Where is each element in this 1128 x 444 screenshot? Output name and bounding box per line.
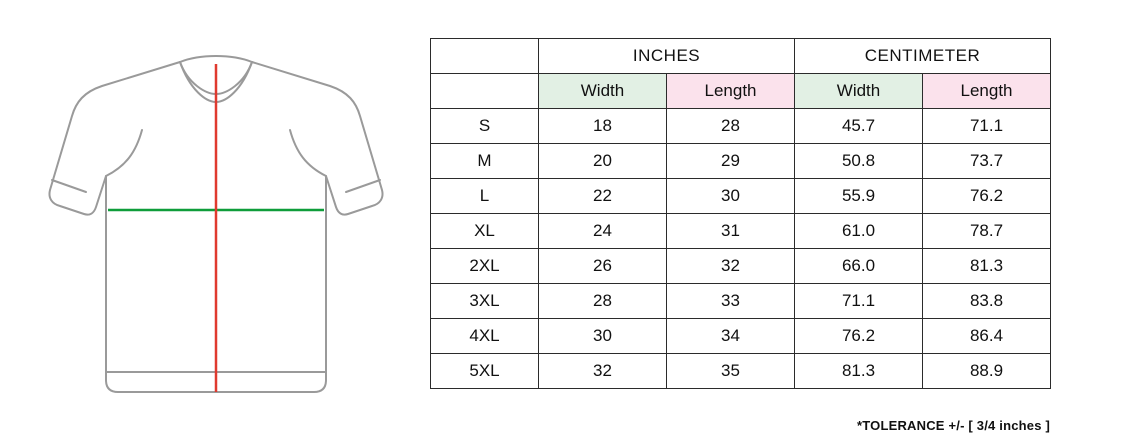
row-size-label: S — [431, 109, 539, 144]
size-table — [430, 38, 1051, 389]
table-row — [431, 354, 1051, 389]
cell-cm-length: 88.9 — [923, 354, 1051, 389]
size-column-header — [431, 39, 539, 74]
cell-inches-width: 20 — [539, 144, 667, 179]
cell-cm-length: 86.4 — [923, 319, 1051, 354]
cell-cm-length: 73.7 — [923, 144, 1051, 179]
cell-inches-width: 22 — [539, 179, 667, 214]
tolerance-note: *TOLERANCE +/- [ 3/4 inches ] — [856, 418, 1050, 433]
cell-inches-length: 29 — [667, 144, 795, 179]
table-row — [431, 144, 1051, 179]
cell-inches-length: 34 — [667, 319, 795, 354]
row-size-label: M — [431, 144, 539, 179]
unit-header-inches: INCHES — [539, 39, 795, 74]
row-size-label: 5XL — [431, 354, 539, 389]
cell-cm-width: 66.0 — [795, 249, 923, 284]
size-subheader-blank — [431, 74, 539, 109]
cell-inches-length: 33 — [667, 284, 795, 319]
cell-cm-length: 76.2 — [923, 179, 1051, 214]
cell-cm-width: 55.9 — [795, 179, 923, 214]
cell-cm-length: 78.7 — [923, 214, 1051, 249]
tshirt-svg — [30, 40, 410, 410]
cell-cm-width: 45.7 — [795, 109, 923, 144]
subheader-inches-width: Width — [539, 74, 667, 109]
cell-cm-width: 76.2 — [795, 319, 923, 354]
table-row — [431, 284, 1051, 319]
table-row — [431, 249, 1051, 284]
size-table-container — [430, 38, 1050, 389]
subheader-inches-length: Length — [667, 74, 795, 109]
cell-inches-width: 18 — [539, 109, 667, 144]
cell-inches-length: 32 — [667, 249, 795, 284]
table-row — [431, 109, 1051, 144]
cell-cm-length: 81.3 — [923, 249, 1051, 284]
table-row — [431, 179, 1051, 214]
cell-inches-width: 24 — [539, 214, 667, 249]
cell-cm-width: 50.8 — [795, 144, 923, 179]
row-size-label: 3XL — [431, 284, 539, 319]
cell-cm-width: 71.1 — [795, 284, 923, 319]
cell-inches-width: 26 — [539, 249, 667, 284]
cell-inches-length: 31 — [667, 214, 795, 249]
table-row — [431, 214, 1051, 249]
table-header-units — [431, 39, 1051, 74]
unit-header-centimeter: CENTIMETER — [795, 39, 1051, 74]
row-size-label: XL — [431, 214, 539, 249]
cell-inches-width: 32 — [539, 354, 667, 389]
cell-cm-length: 71.1 — [923, 109, 1051, 144]
row-size-label: 4XL — [431, 319, 539, 354]
subheader-cm-length: Length — [923, 74, 1051, 109]
cell-inches-width: 30 — [539, 319, 667, 354]
cell-inches-length: 28 — [667, 109, 795, 144]
cell-cm-width: 61.0 — [795, 214, 923, 249]
cell-inches-length: 35 — [667, 354, 795, 389]
tshirt-measurement-diagram — [30, 40, 410, 410]
table-row — [431, 319, 1051, 354]
cell-inches-width: 28 — [539, 284, 667, 319]
row-size-label: 2XL — [431, 249, 539, 284]
table-header-subcolumns — [431, 74, 1051, 109]
cell-cm-width: 81.3 — [795, 354, 923, 389]
cell-inches-length: 30 — [667, 179, 795, 214]
subheader-cm-width: Width — [795, 74, 923, 109]
row-size-label: L — [431, 179, 539, 214]
cell-cm-length: 83.8 — [923, 284, 1051, 319]
